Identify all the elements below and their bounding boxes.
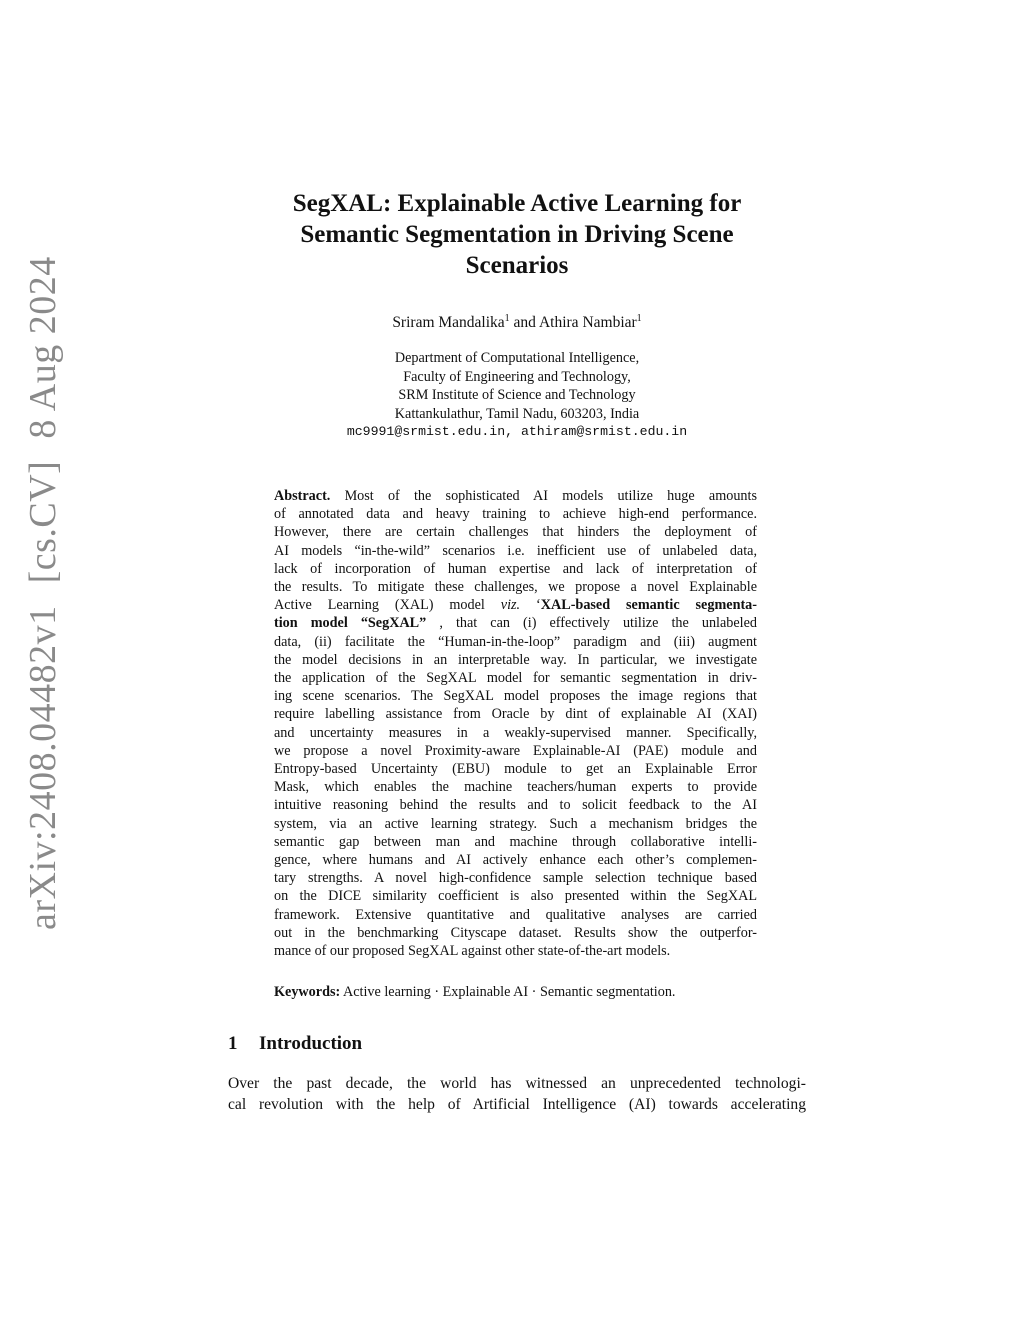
affiliation-institute: SRM Institute of Science and Technology — [398, 387, 636, 404]
affiliation-block — [228, 349, 806, 442]
abstract-line: the results. To mitigate these challenges, we propose a novel Explainable — [274, 579, 757, 596]
abstract-line: intuitive reasoning behind the results and to solicit feedback to the AI — [274, 797, 757, 814]
intro-line-1: Over the past decade, the world has witnessed an unprecedented technologi- — [228, 1075, 806, 1092]
abstract-line — [274, 487, 757, 505]
abstract-line: out in the benchmarking Cityscape dataset. Results show the outperfor- — [274, 924, 757, 941]
abstract-model-name-part1: XAL-based semantic segmenta- — [540, 597, 758, 614]
abstract-text: , that can (i) effectively utilize the unlabeled — [439, 615, 758, 632]
abstract-line: we propose a novel Proximity-aware Explainable-AI (PAE) module and — [274, 742, 757, 759]
author-list — [228, 313, 806, 333]
paper-title — [228, 188, 806, 281]
title-line-3: Scenarios — [465, 252, 569, 279]
abstract-viz: viz. — [500, 597, 521, 614]
introduction-paragraph — [228, 1073, 806, 1115]
abstract-text: Most of the sophisticated AI models utilize huge amounts — [344, 488, 757, 504]
arxiv-category: [cs.CV] — [22, 460, 64, 584]
abstract-line: require labelling assistance from Oracle by dint of explainable AI (XAI) — [274, 706, 757, 723]
author-1-name: Sriram Mandalika — [392, 314, 505, 331]
abstract-label: Abstract. — [274, 488, 331, 504]
abstract-line — [274, 596, 757, 614]
keywords — [274, 983, 757, 1001]
abstract-line: tary strengths. A novel high-confidence sample selection technique based — [274, 870, 757, 887]
abstract-line: However, there are certain challenges that hinders the deployment of — [274, 524, 757, 541]
abstract-line: mance of our proposed SegXAL against other state-of-the-art models. — [274, 943, 671, 960]
abstract-line: Entropy-based Uncertainty (EBU) module to get an Explainable Error — [274, 761, 757, 778]
abstract — [274, 487, 757, 960]
author-2-affiliation-mark: 1 — [636, 313, 642, 324]
section-number: 1 — [228, 1033, 238, 1054]
arxiv-date: 8 Aug 2024 — [22, 256, 64, 439]
keywords-text: Active learning · Explainable AI · Semantic segmentation. — [342, 984, 676, 1000]
arxiv-id: arXiv:2408.04482v1 — [22, 605, 64, 930]
abstract-text: Active Learning (XAL) model — [274, 597, 485, 614]
affiliation-department: Department of Computational Intelligence, — [394, 350, 640, 366]
keywords-label: Keywords: — [274, 984, 341, 1000]
section-heading-introduction — [228, 1032, 806, 1056]
abstract-line: on the DICE similarity coefficient is also presented within the SegXAL — [274, 888, 757, 905]
affiliation-faculty: Faculty of Engineering and Technology, — [403, 368, 631, 385]
abstract-line: of annotated data and heavy training to achieve high-end performance. — [274, 506, 757, 523]
author-conjunction: and — [513, 314, 536, 331]
abstract-line: system, via an active learning strategy. Such a mechanism bridges the — [274, 815, 757, 832]
abstract-line — [274, 614, 757, 632]
abstract-line: semantic gap between man and machine through collaborative intelli- — [274, 833, 757, 850]
abstract-line: ing scene scenarios. The SegXAL model proposes the image regions that — [274, 688, 757, 705]
author-emails: mc9991@srmist.edu.in, athiram@srmist.edu.in — [346, 424, 688, 440]
abstract-line: AI models “in-the-wild” scenarios i.e. inefficient use of unlabeled data, — [274, 542, 757, 559]
title-line-2: Semantic Segmentation in Driving Scene — [300, 221, 734, 248]
author-1-affiliation-mark: 1 — [504, 313, 510, 324]
abstract-line: the application of the SegXAL model for semantic segmentation in driv- — [274, 670, 757, 687]
abstract-line: gence, where humans and AI actively enhance each other’s complemen- — [274, 852, 757, 869]
abstract-line: the model decisions in an interpretable way. In particular, we investigate — [274, 651, 757, 668]
arxiv-side-stamp — [18, 256, 68, 930]
title-line-1: SegXAL: Explainable Active Learning for — [292, 190, 742, 217]
abstract-line: data, (ii) facilitate the “Human-in-the-loop” paradigm and (iii) augment — [274, 633, 757, 650]
intro-line-2: cal revolution with the help of Artificial Intelligence (AI) towards accelerating — [228, 1096, 806, 1113]
author-2-name: Athira Nambiar — [538, 314, 637, 331]
abstract-line: Mask, which enables the machine teachers/human experts to provide — [274, 779, 757, 796]
abstract-quote-mark: ‘ — [536, 597, 541, 614]
affiliation-address: Kattankulathur, Tamil Nadu, 603203, India — [394, 405, 640, 422]
abstract-model-name-part2: tion model “SegXAL” — [274, 615, 427, 632]
section-title: Introduction — [259, 1033, 363, 1054]
abstract-line: lack of incorporation of human expertise and lack of interpretation of — [274, 560, 757, 577]
abstract-line: framework. Extensive quantitative and qualitative analyses are carried — [274, 906, 757, 923]
abstract-line: and uncertainty measures in a weakly-supervised manner. Specifically, — [274, 724, 757, 741]
